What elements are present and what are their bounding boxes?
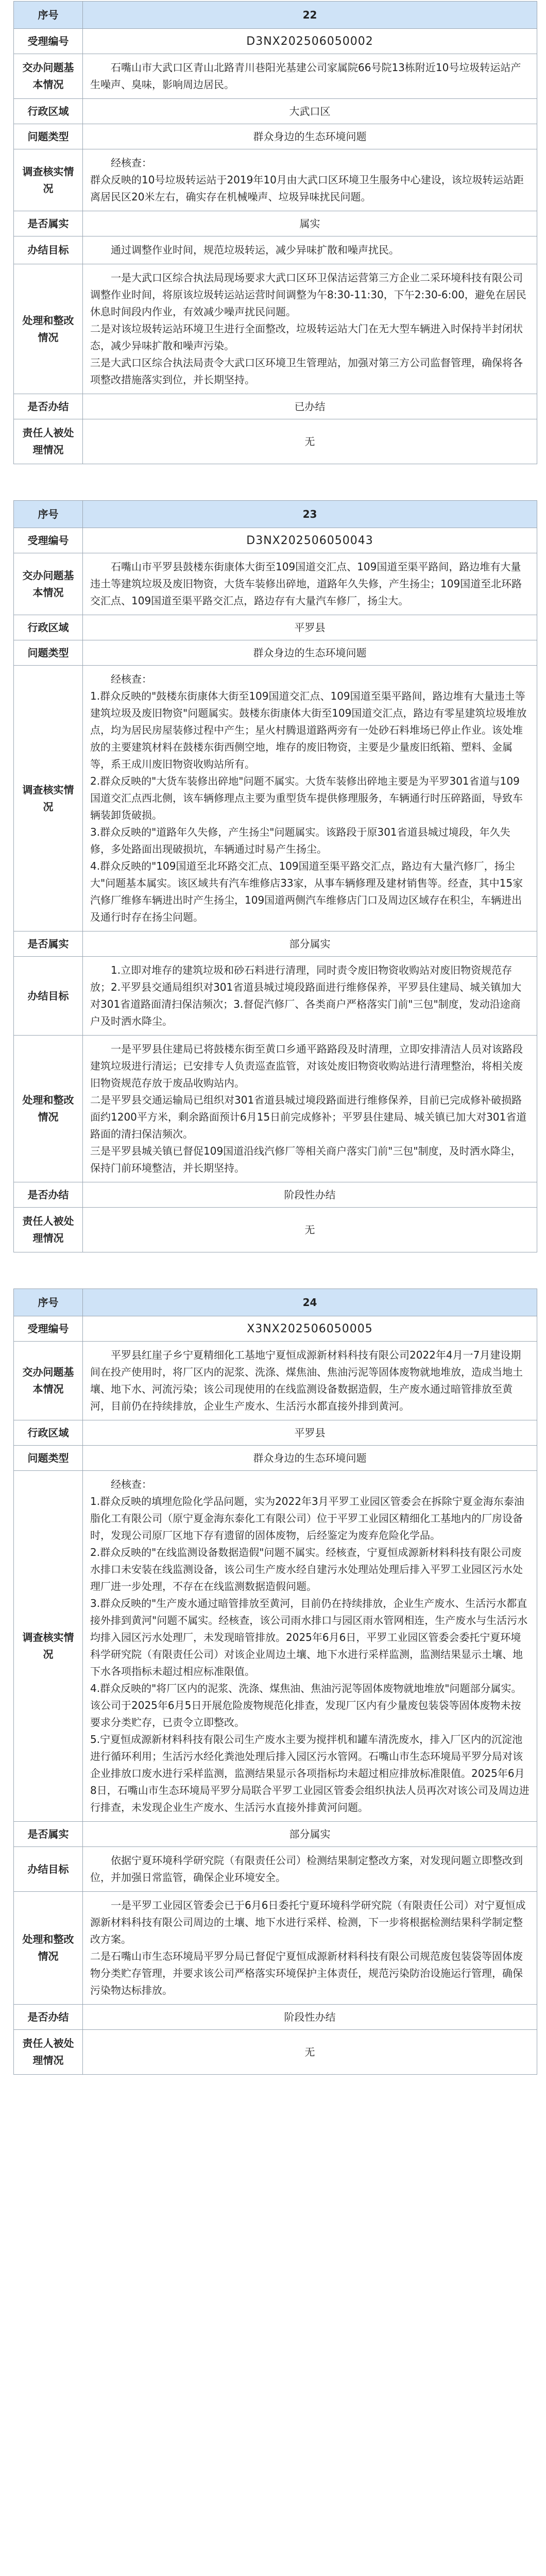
goal-value: 通过调整作业时间，规范垃圾转运，减少异味扩散和噪声扰民。 [111, 244, 399, 256]
record-table [13, 1, 537, 464]
goal-value: 1.立即对堆存的建筑垃圾和砂石料进行清理，同时责令废旧物资收购站对废旧物资规范存放；2.平罗县交通局组织对301省道县城过境段路面进行维修保养，平罗县住建局、城关镇加大对301省道路面清扫保洁频次；3.督促汽修厂、各类商户严格落实门前"三包"制度，发动沿途商户及时洒水降尘。 [90, 964, 522, 1027]
table-row [14, 1316, 537, 1342]
basic-value: 平罗县红崖子乡宁夏精细化工基地宁夏恒成源新材料科技有限公司2022年4月一7月建设期间在投产使用时，将厂区内的泥浆、洗涤、煤焦油、焦油污泥等固体废物就地堆放，造成当地土壤、地下水、河流污染；该公司现使用的在线监测设备数据造假，生产废水通过暗管排放至黄河，目前仍在持续排放，企业生产废水、生活污水都直接外排到黄河。 [90, 1349, 523, 1412]
code-value: D3NX202506050043 [83, 528, 537, 553]
type-label: 问题类型 [14, 124, 83, 149]
rectify-label: 处理和整改情况 [14, 1036, 83, 1182]
table-row [14, 1420, 537, 1446]
type-value: 群众身边的生态环境问题 [83, 640, 537, 666]
table-row [14, 615, 537, 640]
seq-value: 22 [83, 2, 537, 29]
rectify-value: 一是平罗工业园区管委会已于6月6日委托宁夏环境科学研究院（有限责任公司）对宁夏恒成源新材料科技有限公司周边的土壤、地下水进行采样、检测，下一步将根据检测结果科学制定整改方案。 二是石嘴山市生态环境局平罗分局已督促宁夏恒成源新材料科技有限公司规范废包装袋等固体废物分类贮存管理，并要求该公司严格落实环境保护主体责任，规范污染防治设施运行管理，确保污染物达标排放。 [90, 1899, 526, 1996]
verify-label: 调查核实情况 [14, 149, 83, 211]
goal-label: 办结目标 [14, 236, 83, 264]
record-table [13, 500, 537, 1252]
district-label: 行政区域 [14, 99, 83, 124]
code-label: 受理编号 [14, 528, 83, 553]
verify-value: 经核查： 1.群众反映的填埋危险化学品问题，实为2022年3月平罗工业园区管委会在拆除宁夏金海东泰油脂化工有限公司（原宁夏金海东泰化工有限公司）位于平罗工业园区精细化工基地内的厂房设备时，发现公司原厂区地下存有遗留的固体废物，后经鉴定为废弃危险化学品。 2.群众反映的"在线监测设备数据造假"问题不属实。经核查，宁夏恒成源新材料科技有限公司废水排口未安装在线监测设备，该公司生产废水经自建污水处理站处理后排入平罗工业园区污水处理厂进一步处理，不存在在线监测数据造假问题。 3.群众反映的"生产废水通过暗管排放至黄河，目前仍在持续排放，企业生产废水、生活污水都直接外排到黄河"问题不属实。经核查，该公司雨水排口与园区雨水管网相连，生产废水与生活污水均排入园区污水处理厂，未发现暗管排放。2025年6月6日，平罗工业园区管委会委托宁夏环境科学研究院（有限责任公司）对该企业周边土壤、地下水进行采样监测，监测结果显示土壤、地下水各项指标未超过相应标准限值。 4.群众反映的"将厂区内的泥浆、洗涤、煤焦油、焦油污泥等固体废物就地堆放"问题部分属实。该公司于2025年6月5日开展危险废物规范化排查，发现厂区内有少量废包装袋等固体废物未按要求分类贮存，已责令立即整改。 5.宁夏恒成源新材料科技有限公司生产废水主要为搅拌机和罐车清洗废水，排入厂区内的沉淀池进行循环利用；生活污水经化粪池处理后排入园区污水管网。石嘴山市生态环境局平罗分局对该企业排放口废水进行采样监测，监测结果显示各项指标均未超过相应排放标准限值。2025年6月8日，石嘴山市生态环境局平罗分局联合平罗工业园区管委会组织执法人员再次对该公司及周边进行排查，未发现企业生产废水、生活污水直接外排黄河问题。 [90, 1478, 530, 1814]
basic-label: 交办问题基本情况 [14, 1342, 83, 1420]
is-done-label: 是否办结 [14, 394, 83, 419]
resp-value: 无 [83, 1208, 537, 1252]
verify-value: 经核查： 1.群众反映的"鼓楼东街康体大街至109国道交汇点、109国道至渠平路间，路边堆有大量违土等建筑垃圾及废旧物资"问题属实。鼓楼东街康体大街至109国道交汇点，路边有零星建筑垃圾堆放点，均为居民房屋装修过程中产生；星火村腾退道路两旁有一处砂石料堆场已停止作业。该处堆放的主要建筑材料在鼓楼东街西侧空地，堆存的废旧物资，主要是少量废旧纸箱、塑料、金属等，系王成川废旧物资收购站所有。 2.群众反映的"大货车装修出碎地"问题不属实。大货车装修出碎地主要是为平罗301省道与109国道交汇点西北侧，该车辆修理点主要为重型货车提供修理服务，车辆通行时压碎路面，导致车辆装卸货破损。 3.群众反映的"道路年久失修，产生扬尘"问题属实。该路段于原301省道县城过境段，年久失修，多处路面出现破损坑，车辆通过时易产生扬尘。 4.群众反映的"109国道至北环路交汇点、109国道至渠平路交汇点，路边有大量汽修厂，扬尘大"问题基本属实。该区域共有汽车维修店33家，从事车辆修理及建材销售等。经查，其中15家汽修厂维修车辆进出时产生扬尘，109国道两侧汽车维修店门口及周边区域存在积尘，车辆进出及通行时存在扬尘问题。 [90, 673, 527, 923]
basic-label: 交办问题基本情况 [14, 553, 83, 615]
table-row [14, 29, 537, 54]
table-row [14, 666, 537, 931]
is-done-label: 是否办结 [14, 2005, 83, 2030]
rectify-label: 处理和整改情况 [14, 264, 83, 394]
is-done-value: 已办结 [83, 394, 537, 419]
record-separator [0, 464, 546, 500]
goal-value: 依据宁夏环境科学研究院（有限责任公司）检测结果制定整改方案，对发现问题立即整改到位，并加强日常监管，确保企业环境安全。 [90, 1854, 523, 1884]
is-done-label: 是否办结 [14, 1182, 83, 1208]
district-value: 平罗县 [83, 615, 537, 640]
basic-value: 石嘴山市大武口区青山北路青川巷阳光基建公司家属院66号院13栋附近10号垃圾转运站产生噪声、臭味，影响周边居民。 [90, 61, 521, 91]
type-label: 问题类型 [14, 640, 83, 666]
type-label: 问题类型 [14, 1446, 83, 1471]
goal-label: 办结目标 [14, 957, 83, 1036]
seq-label: 序号 [14, 501, 83, 528]
verify-label: 调查核实情况 [14, 666, 83, 931]
table-row [14, 54, 537, 99]
district-value: 平罗县 [83, 1420, 537, 1446]
type-value: 群众身边的生态环境问题 [83, 1446, 537, 1471]
table-row [14, 1036, 537, 1182]
is-true-value: 属实 [83, 211, 537, 236]
basic-label: 交办问题基本情况 [14, 54, 83, 99]
table-row [14, 1471, 537, 1822]
table-row [14, 99, 537, 124]
resp-label: 责任人被处理情况 [14, 1208, 83, 1252]
is-true-value: 部分属实 [83, 931, 537, 957]
table-row [14, 1892, 537, 2005]
table-row [14, 1446, 537, 1471]
is-done-value: 阶段性办结 [83, 1182, 537, 1208]
resp-label: 责任人被处理情况 [14, 419, 83, 464]
is-true-value: 部分属实 [83, 1822, 537, 1847]
code-label: 受理编号 [14, 29, 83, 54]
code-value: X3NX202506050005 [83, 1316, 537, 1342]
table-row [14, 1289, 537, 1316]
district-label: 行政区域 [14, 615, 83, 640]
rectify-value: 一是平罗县住建局已将鼓楼东街至黄口乡通平路路段及时清理，立即安排清洁人员对该路段建筑垃圾进行清运；已安排专人负责巡查监管，对该处废旧物资收购站进行清理整治，将相关废旧物资规范存放于废品收购站内。 二是平罗县交通运输局已组织对301省道县城过境段路面进行维修保养，目前已完成修补破损路面约1200平方米，剩余路面预计6月15日前完成修补；平罗县住建局、城关镇已加大对301省道路面的清扫保洁频次。 三是平罗县城关镇已督促109国道沿线汽修厂等相关商户落实门前"三包"制度，及时洒水降尘，保持门前环境整洁，并长期坚持。 [90, 1043, 527, 1174]
table-row [14, 640, 537, 666]
record-separator [0, 1252, 546, 1289]
rectify-label: 处理和整改情况 [14, 1892, 83, 2005]
table-row [14, 1182, 537, 1208]
table-row [14, 501, 537, 528]
is-true-label: 是否属实 [14, 211, 83, 236]
table-row [14, 419, 537, 464]
verify-value: 经核查： 群众反映的10号垃圾转运站于2019年10月由大武口区环境卫生服务中心建设，该垃圾转运站距离居民区20米左右，确实存在机械噪声、垃圾异味扰民问题。 [90, 157, 524, 203]
code-label: 受理编号 [14, 1316, 83, 1342]
seq-value: 23 [83, 501, 537, 528]
basic-value: 石嘴山市平罗县鼓楼东街康体大街至109国道交汇点、109国道至渠平路间，路边堆有大量违土等建筑垃圾及废旧物资，大货车装修出碎地，道路年久失修，产生扬尘；109国道至北环路交汇点、109国道至渠平路交汇点，路边存有大量汽车修厂，扬尘大。 [90, 561, 522, 607]
rectify-value: 一是大武口区综合执法局现场要求大武口区环卫保洁运营第三方企业二采环境科技有限公司调整作业时间，将原该垃圾转运站运营时间调整为午8:30-11:30，下午2:30-6:00，避免在居民休息时间段内作业，有效减少噪声扰民问题。 二是对该垃圾转运站环境卫生进行全面整改，垃圾转运站大门在无大型车辆进入时保持半封闭状态，减少异味扩散和噪声污染。 三是大武口区综合执法局责令大武口区环境卫生管理站，加强对第三方公司监督管理，确保将各项整改措施落实到位，并长期坚持。 [90, 272, 526, 386]
table-row [14, 1208, 537, 1252]
resp-value: 无 [83, 419, 537, 464]
table-row [14, 264, 537, 394]
code-value: D3NX202506050002 [83, 29, 537, 54]
table-row [14, 931, 537, 957]
table-row [14, 394, 537, 419]
resp-label: 责任人被处理情况 [14, 2030, 83, 2075]
is-true-label: 是否属实 [14, 1822, 83, 1847]
table-row [14, 1847, 537, 1892]
table-row [14, 2005, 537, 2030]
table-row [14, 528, 537, 553]
resp-value: 无 [83, 2030, 537, 2075]
table-row [14, 2, 537, 29]
goal-label: 办结目标 [14, 1847, 83, 1892]
table-row [14, 124, 537, 149]
table-row [14, 149, 537, 211]
seq-label: 序号 [14, 2, 83, 29]
seq-value: 24 [83, 1289, 537, 1316]
district-label: 行政区域 [14, 1420, 83, 1446]
table-row [14, 211, 537, 236]
table-row [14, 957, 537, 1036]
district-value: 大武口区 [83, 99, 537, 124]
table-row [14, 553, 537, 615]
table-row [14, 1342, 537, 1420]
record-table [13, 1289, 537, 2075]
type-value: 群众身边的生态环境问题 [83, 124, 537, 149]
is-done-value: 阶段性办结 [83, 2005, 537, 2030]
seq-label: 序号 [14, 1289, 83, 1316]
table-row [14, 236, 537, 264]
verify-label: 调查核实情况 [14, 1471, 83, 1822]
table-row [14, 1822, 537, 1847]
table-row [14, 2030, 537, 2075]
is-true-label: 是否属实 [14, 931, 83, 957]
